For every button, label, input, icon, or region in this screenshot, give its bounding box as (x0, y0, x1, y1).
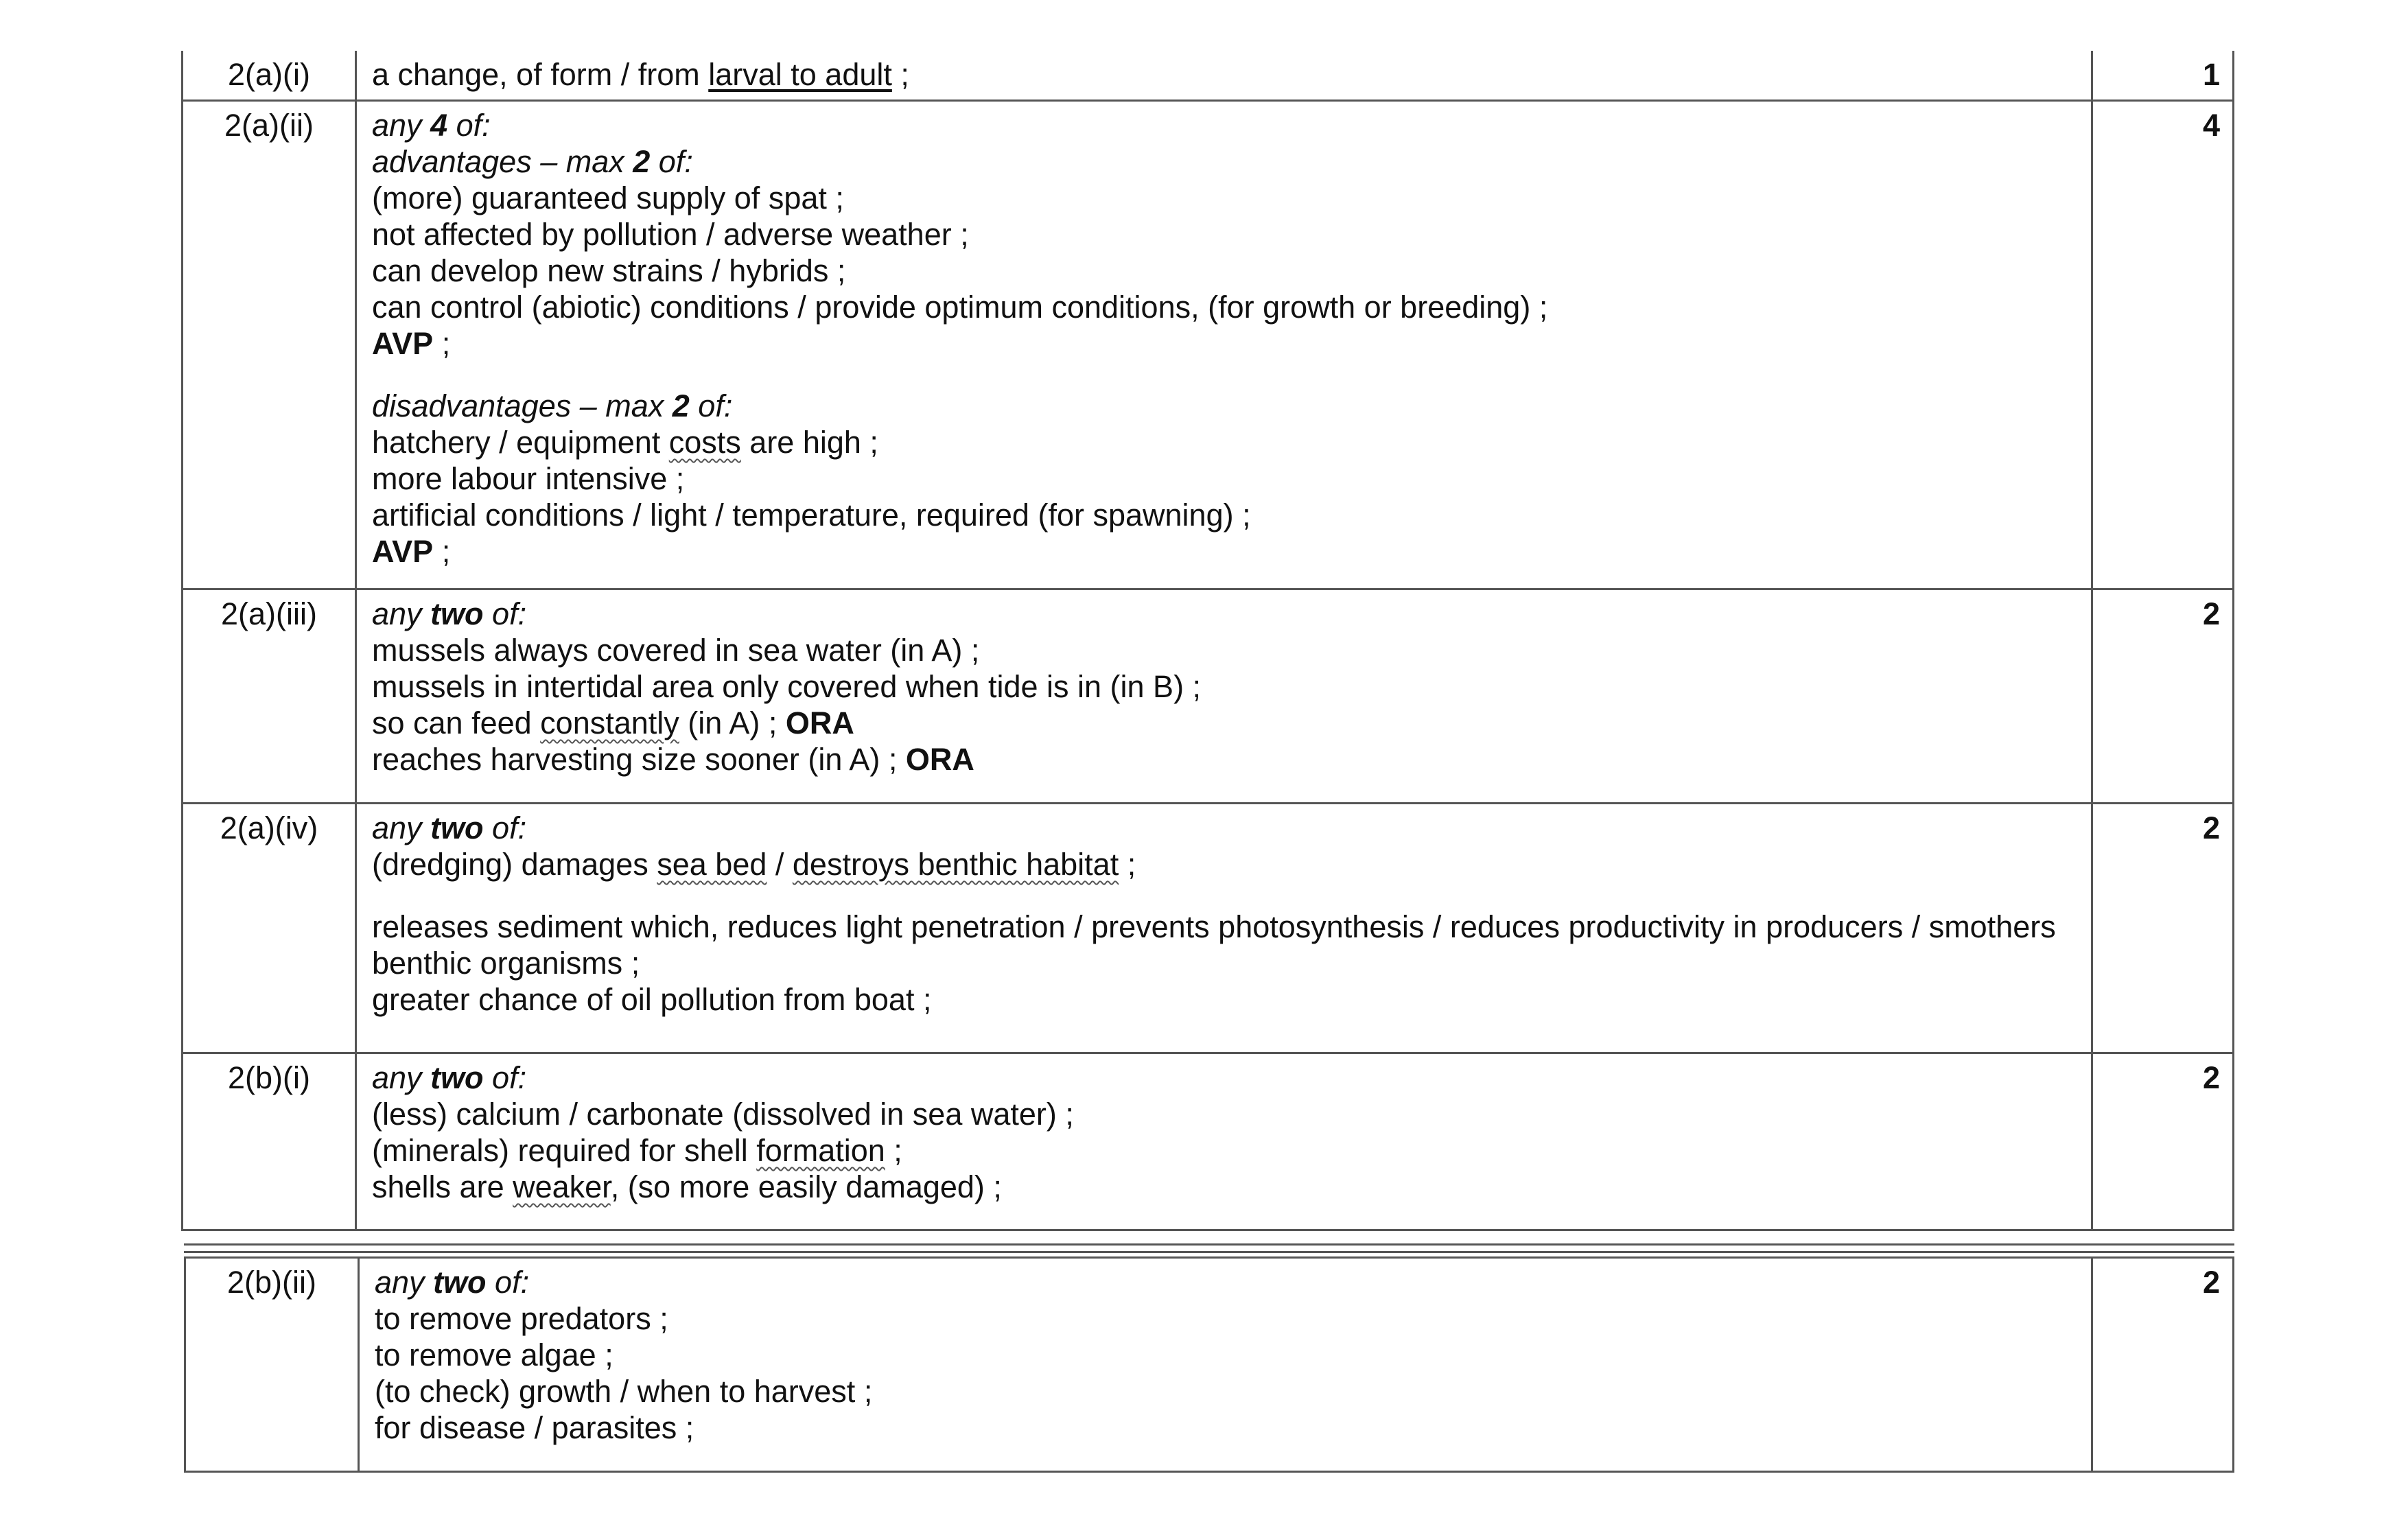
answer-heading: any two of: (372, 1060, 527, 1095)
answer-cell (359, 1258, 2092, 1472)
answer-line: greater chance of oil pollution from boat ; (372, 982, 932, 1017)
answer-line: (more) guaranteed supply of spat ; (372, 180, 844, 215)
answer-line: hatchery / equipment costs are high ; (372, 425, 878, 460)
marks-cell: 2 (2092, 804, 2234, 1053)
answer-line: (dredging) damages sea bed / destroys benthic habitat ; (372, 847, 1136, 882)
mark-scheme-table-continued (184, 1256, 2234, 1473)
answer-heading: advantages – max 2 of: (372, 144, 693, 179)
answer-cell (356, 804, 2092, 1053)
answer-line: releases sediment which, reduces light penetration / prevents photosynthesis / reduces productivity in producers / smothers benthic organisms ; (372, 909, 2065, 981)
answer-line: reaches harvesting size sooner (in A) ; ORA (372, 742, 974, 777)
table-row (183, 101, 2234, 589)
answer-line: to remove predators ; (375, 1301, 668, 1336)
question-number: 2(b)(ii) (185, 1258, 359, 1472)
answer-line: mussels always covered in sea water (in A) ; (372, 633, 980, 668)
answer-heading: disadvantages – max 2 of: (372, 388, 733, 423)
marks-cell: 2 (2092, 589, 2234, 804)
answer-heading: any 4 of: (372, 108, 491, 143)
table-row (185, 1258, 2234, 1472)
answer-line: mussels in intertidal area only covered when tide is in (in B) ; (372, 669, 1202, 704)
answer-cell (356, 51, 2092, 101)
marks-cell: 2 (2092, 1258, 2234, 1472)
answer-line: not affected by pollution / adverse weather ; (372, 217, 969, 252)
answer-line: shells are weaker, (so more easily damaged) ; (372, 1169, 1002, 1204)
answer-line: a change, of form / from larval to adult ; (372, 57, 909, 92)
marks-cell: 4 (2092, 101, 2234, 589)
answer-line: so can feed constantly (in A) ; ORA (372, 705, 854, 740)
answer-line: (to check) growth / when to harvest ; (375, 1374, 873, 1409)
question-number: 2(a)(i) (183, 51, 356, 101)
mark-scheme-table (181, 51, 2234, 1231)
answer-cell (356, 101, 2092, 589)
answer-line: can develop new strains / hybrids ; (372, 253, 846, 288)
answer-line: (minerals) required for shell formation ; (372, 1133, 902, 1168)
answer-line: AVP ; (372, 534, 451, 569)
page-break-rule (184, 1243, 2234, 1253)
answer-line: for disease / parasites ; (375, 1410, 694, 1445)
answer-cell (356, 589, 2092, 804)
table-row (183, 804, 2234, 1053)
answer-heading: any two of: (372, 596, 527, 631)
answer-line: more labour intensive ; (372, 461, 685, 496)
marks-cell: 2 (2092, 1053, 2234, 1230)
question-number: 2(a)(iv) (183, 804, 356, 1053)
question-number: 2(b)(i) (183, 1053, 356, 1230)
answer-heading: any two of: (375, 1265, 530, 1300)
answer-heading: any two of: (372, 810, 527, 845)
spacer (372, 882, 2077, 909)
table-row (183, 589, 2234, 804)
spacer (372, 362, 2077, 388)
answer-line: can control (abiotic) conditions / provide optimum conditions, (for growth or breeding) ; (372, 290, 1548, 325)
answer-line: AVP ; (372, 326, 451, 361)
answer-line: (less) calcium / carbonate (dissolved in sea water) ; (372, 1097, 1074, 1132)
answer-cell (356, 1053, 2092, 1230)
table-row (183, 1053, 2234, 1230)
table-row (183, 51, 2234, 101)
marks-cell: 1 (2092, 51, 2234, 101)
answer-line: to remove algae ; (375, 1337, 613, 1372)
question-number: 2(a)(ii) (183, 101, 356, 589)
question-number: 2(a)(iii) (183, 589, 356, 804)
answer-line: artificial conditions / light / temperature, required (for spawning) ; (372, 498, 1251, 533)
